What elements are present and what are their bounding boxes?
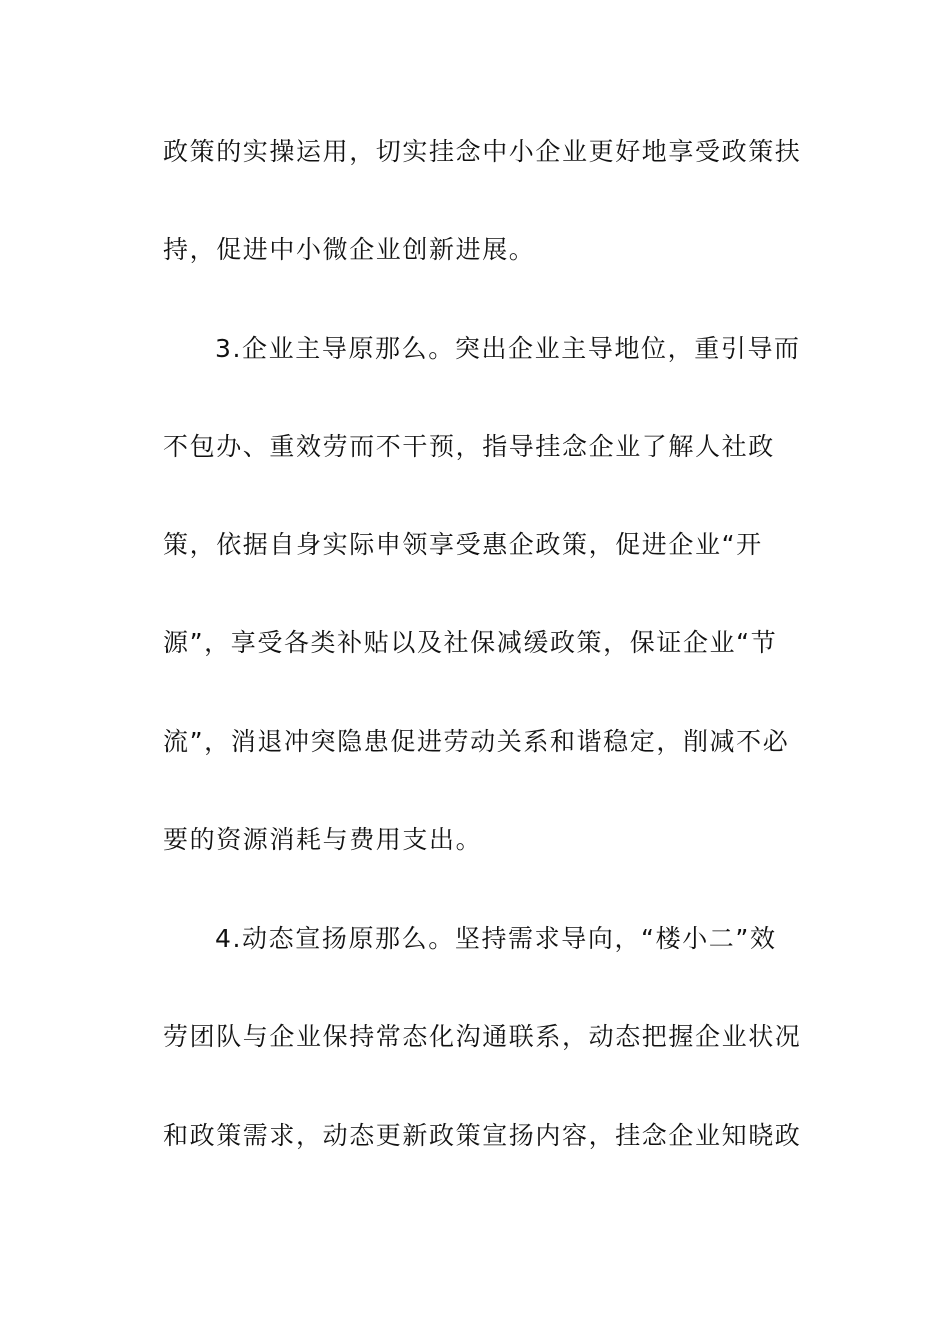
- text-line: 和政策需求，动态更新政策宣扬内容，挂念企业知晓政: [163, 1121, 802, 1150]
- text-line: 不包办、重效劳而不干预，指导挂念企业了解人社政: [163, 432, 775, 461]
- paragraph-start-line: 3.企业主导原那么。突出企业主导地位，重引导而: [215, 334, 801, 363]
- text-line: 劳团队与企业保持常态化沟通联系，动态把握企业状况: [163, 1022, 802, 1051]
- text-line: 持，促进中小微企业创新进展。: [163, 235, 536, 264]
- text-line: 源”，享受各类补贴以及社保减缓政策，保证企业“节: [163, 628, 778, 657]
- text-line: 要的资源消耗与费用支出。: [163, 825, 483, 854]
- paragraph-start-line: 4.动态宣扬原那么。坚持需求导向，“楼小二”效: [215, 924, 777, 953]
- text-line: 政策的实操运用，切实挂念中小企业更好地享受政策扶: [163, 137, 802, 166]
- text-line: 流”，消退冲突隐患促进劳动关系和谐稳定，削减不必: [163, 727, 790, 756]
- text-line: 策，依据自身实际申领享受惠企政策，促进企业“开: [163, 530, 763, 559]
